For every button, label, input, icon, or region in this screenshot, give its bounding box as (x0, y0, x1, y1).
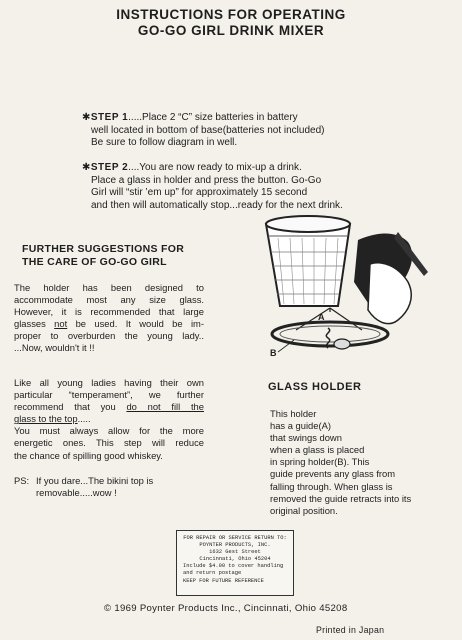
description-line: in spring holder(B). This (270, 456, 370, 468)
step-1 (82, 112, 324, 150)
label-b: B (270, 348, 277, 358)
glass-holder-illustration (258, 212, 438, 372)
box-line: 1632 Gest Street (209, 549, 261, 556)
box-line: Include $4.00 to cover handling (183, 563, 284, 570)
description-line: that swings down (270, 432, 342, 444)
suggestions-paragraph-1 (14, 282, 204, 355)
ps-note (14, 475, 153, 499)
ps-line: If you dare...The bikini top is (36, 475, 154, 486)
box-line: and return postage (183, 570, 242, 577)
paragraph-line: particular “temperament”, we further (14, 389, 204, 401)
description-line: This holder (270, 408, 317, 419)
paragraph-line: The holder has been designed to (14, 282, 204, 293)
paragraph-line: the chance of spilling good whiskey. (14, 449, 163, 461)
copyright-line: © 1969 Poynter Products Inc., Cincinnati, Ohio 45208 (104, 603, 348, 614)
paragraph-line: glass to the top..... (14, 413, 91, 425)
paragraph-line: accommodate most any size glass. (14, 294, 204, 306)
paragraph-line: recommend that you do not fill the (14, 401, 204, 413)
step-1-line: Be sure to follow diagram in well. (91, 137, 238, 149)
description-line: has a guide(A) (270, 420, 331, 432)
step-1-line: well located in bottom of base(batteries not included) (91, 124, 325, 136)
label-a: A (318, 312, 325, 322)
paragraph-line: proper to overburden the young lady.. (14, 330, 204, 342)
glass-holder-description (270, 408, 411, 517)
suggestions-paragraph-2 (14, 377, 204, 462)
suggestions-heading-line-1: FURTHER SUGGESTIONS FOR (22, 243, 185, 255)
description-line: removed the guide retracts into its (270, 492, 412, 504)
step-2 (82, 162, 343, 212)
printed-in-japan: Printed in Japan (316, 625, 385, 635)
title-line-1: INSTRUCTIONS FOR OPERATING (116, 7, 346, 22)
description-line: falling through. When glass is (270, 480, 393, 492)
suggestions-heading (22, 243, 184, 269)
step-2-line: and then will automatically stop...ready for the next drink. (91, 199, 343, 211)
glass-holder-title: GLASS HOLDER (268, 381, 362, 393)
step-2-line: Girl will “stir ’em up” for approximately 15 second (91, 187, 308, 199)
paragraph-line: Like all young ladies having their own (14, 377, 204, 388)
paragraph-line: However, it is recommended that large (14, 306, 204, 318)
suggestions-heading-line-2: THE CARE OF GO-GO GIRL (22, 256, 167, 268)
paragraph-line: glasses not be used. It would be im- (14, 318, 204, 330)
ps-line: removable.....wow ! (36, 487, 117, 499)
description-line: when a glass is placed (270, 444, 365, 456)
ps-label: PS: (14, 475, 30, 486)
title-line-2: GO-GO GIRL DRINK MIXER (137, 23, 325, 38)
paragraph-line: energetic ones. This step will reduce (14, 437, 204, 449)
paragraph-line: ...Now, wouldn't it !! (14, 342, 95, 354)
box-line: FOR REPAIR OR SERVICE RETURN TO: (183, 535, 287, 541)
box-line: KEEP FOR FUTURE REFERENCE (183, 577, 264, 584)
step-2-line: Place a glass in holder and press the button. Go-Go (91, 174, 322, 186)
paragraph-line: You must always allow for the more (14, 425, 204, 437)
description-line: original position. (270, 504, 338, 516)
box-line: POYNTER PRODUCTS, INC. (199, 542, 271, 549)
box-line: Cincinnati, Ohio 45204 (199, 556, 271, 563)
step-2-label: ✱STEP 2....You are now ready to mix-up a drink. (82, 162, 302, 173)
repair-service-box (176, 530, 294, 596)
step-1-label: ✱STEP 1.....Place 2 “C” size batteries in battery (82, 112, 298, 123)
description-line: guide prevents any glass from (270, 468, 396, 480)
